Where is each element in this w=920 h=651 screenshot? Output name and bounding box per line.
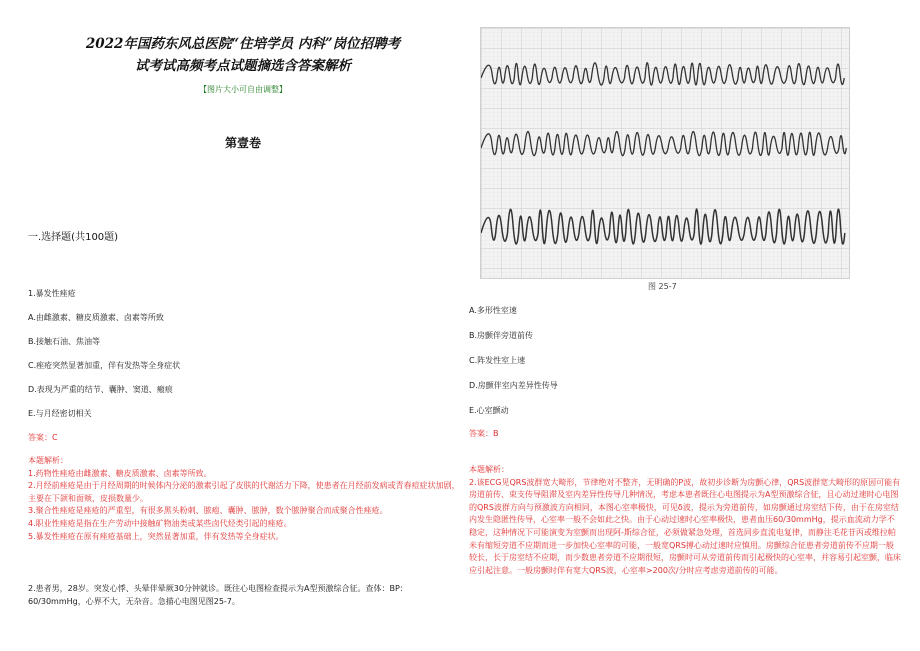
q1-analysis-point: 5.暴发性痤疮在原有痤疮基础上，突然显著加重，伴有发热等全身症状。 [28, 531, 284, 541]
q2-option-d: D.房颤伴室内差异性传导 [469, 381, 558, 390]
q2-analysis [469, 464, 901, 577]
q1-answer: 答案：C [28, 433, 58, 442]
figure-caption: 图 25-7 [648, 282, 677, 291]
q1-option-a: A.由雌激素、糖皮质激素、卤素等所致 [28, 313, 164, 322]
q2-stem: 2.患者男，28岁。突发心悸、头晕伴晕厥30分钟就诊。既往心电图检查提示为A型预激综合征。查体：BP：60/30mmHg，心界不大，无杂音。急描心电图见图25-7。 [28, 584, 408, 606]
q2-option-a: A.多形性室速 [469, 306, 517, 315]
q2-analysis-label: 本题解析： [469, 465, 509, 474]
q1-option-e: E.与月经密切相关 [28, 409, 92, 418]
q2-analysis-text: 2.该ECG见QRS波群宽大畸形，节律绝对不整齐，无明确的P波，故初步诊断为房颤心律，QRS波群宽大畸形的原因可能有房道前传、束支传导阻滞及室内差异性传导几种情况，考虑本患者既往心电图提示为A型预激综合征，且心动过速时心电图的QRS波群方向与预激波方向相同，本图心室率极快，可见δ波，提示为旁道前传，如房颤通过房室结下传，由于在房室结内发生隐匿性传导，心室率一般不会如此之快。由于心动过速时心室率极快，患者血压60/30mmHg，提示血流动力学不稳定，这种情况下可能演变为室颤而出现阿-斯综合征，必须做紧急处理，首选同步直流电复律，而静注毛花苷丙或维拉帕米有缩短旁道不应期而进一步加快心室率的可能，一般宽QRS搏心动过速时应慎用。房颤综合征患者旁道前传不应期一般较长，长于房室结不应期，而少数患者旁道不应期很短，房颤时可从旁道前传而引起极快的心室率，并容易引起室颤，临床应引起注意。一般房颤时伴有宽大QRS波，心室率>200次/分时应考虑旁道前传的可能。 [469, 477, 901, 575]
q2-option-e: E.心室颤动 [469, 406, 509, 415]
volume-title: 第壹卷 [224, 136, 261, 150]
q2-answer: 答案：B [469, 429, 499, 438]
q1-option-b: B.接触石油、焦油等 [28, 337, 101, 346]
q1-analysis-point: 4.职业性痤疮是指在生产劳动中接触矿物油类或某些卤代烃类引起的痤疮。 [28, 518, 292, 528]
q1-analysis-point: 1.药物性痤疮由雌激素、糖皮质激素、卤素等所致。 [28, 468, 212, 478]
q1-analysis-label: 本题解析： [28, 456, 68, 465]
q1-analysis [28, 455, 460, 543]
ecg-figure [480, 27, 850, 279]
q1-analysis-point: 2.月经前痤疮是由于月经周期的时候体内分泌的激素引起了皮肤的代谢活力下降，使患者在月经前发病或青春痘症状加剧，主要在下颌和面颊，皮损数量少。 [28, 481, 460, 503]
q1-stem: 1.暴发性痤疮 [28, 289, 76, 298]
q1-option-c: C.痤疮突然显著加重，伴有发热等全身症状 [28, 361, 181, 370]
ecg-strip-image [481, 28, 849, 278]
q2-option-b: B.房颤伴旁道前传 [469, 331, 534, 340]
q2-option-c: C.阵发性室上速 [469, 356, 526, 365]
q1-option-d: D.表现为严重的结节、囊肿、窦道、瘢痕 [28, 385, 173, 394]
title-line-1: 2022年国药东风总医院“住培学员 内科”岗位招聘考 [85, 36, 401, 52]
title-line-2: 试考试高频考点试题摘选含答案解析 [135, 58, 351, 74]
section-title: 一.选择题(共100题) [28, 232, 119, 243]
document-title [28, 33, 458, 77]
q1-analysis-point: 3.聚合性痤疮是痤疮的严重型，有很多黑头粉刺、脓疱、囊肿、脓肿，数个脓肿聚合而成聚合性痤疮。 [28, 506, 388, 516]
image-resize-note: 【图片大小可自由调整】 [199, 85, 287, 94]
